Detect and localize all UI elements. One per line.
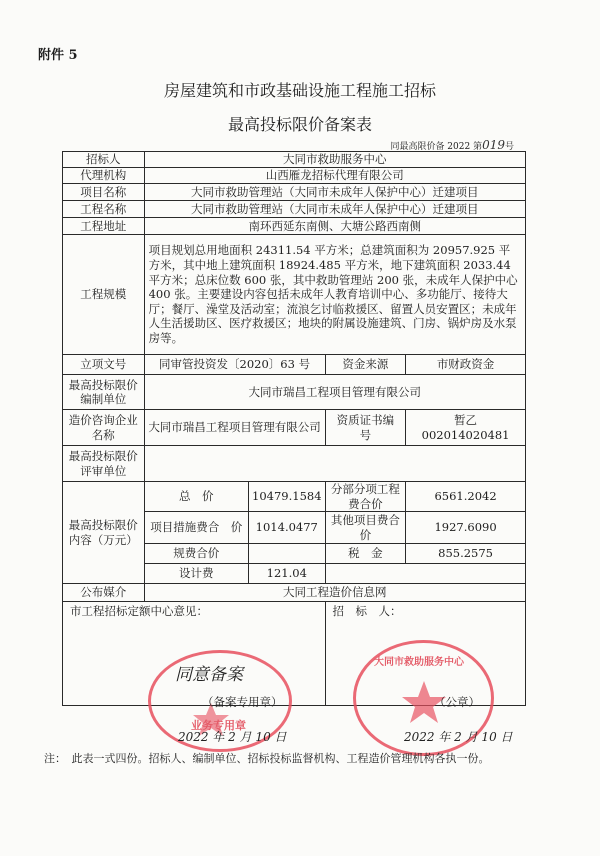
design-fee-label: 设计费 <box>144 564 248 584</box>
approval-value: 同审管投资发〔2020〕63 号 <box>144 355 325 375</box>
official-stamp-text: 大同市救助服务中心 <box>374 657 464 668</box>
record-number-suffix: 号 <box>504 142 514 152</box>
reviewer-value <box>144 446 525 482</box>
approval-label: 立项文号 <box>63 355 145 375</box>
compiler-label: 最高投标限价编制单位 <box>63 375 145 410</box>
works-name-value: 大同市救助管理站（大同市未成年人保护中心）迁建项目 <box>144 201 525 218</box>
official-seal-caption: （公章） <box>434 695 480 709</box>
attachment-label: 附件 5 <box>38 48 78 63</box>
document-title: 房屋建筑和市政基础设施工程施工招标 <box>163 81 436 100</box>
fees-label: 规费合价 <box>144 544 248 564</box>
measures-cost-value: 1014.0477 <box>249 512 326 544</box>
other-cost-label: 其他项目费合价 <box>325 512 406 544</box>
tenderer-value: 大同市救助服务中心 <box>144 152 525 168</box>
footnote: 注： 此表一式四份。招标人、编制单位、招标投标监督机构、工程造价管理机构各执一份。 <box>44 752 490 765</box>
subitem-cost-value: 6561.2042 <box>406 482 526 512</box>
tenderer-label: 招标人 <box>63 152 145 168</box>
filing-seal-caption: （备案专用章） <box>202 695 283 709</box>
record-number-handwritten: 019 <box>482 138 505 152</box>
works-name-label: 工程名称 <box>63 201 145 218</box>
fund-source-value: 市财政资金 <box>406 355 526 375</box>
left-date: 2022 年 2 月 10 日 <box>178 730 287 744</box>
price-content-label: 最高投标限价内容（万元） <box>63 482 145 584</box>
filing-table <box>62 151 526 706</box>
scope-value: 项目规划总用地面积 24311.54 平方米；总建筑面积为 20957.925 平方米，其中地上建筑面积 18924.485 平方米，地下建筑面积 2033.44 平方米；总床位数 600 张，其中救助管理站 200 张，未成年人保护中心 400 张。主要建设内容包括未成年人教育培训中心、多功能厅、接待大厅；餐厅、澡堂及活动室；流浪乞讨临救援区、留置人员安置区；未成年人生活援助区、医疗救援区；地块的附属设施建筑、门房、锅炉房及水泵房等。 <box>144 235 525 355</box>
filing-seal-text: 业务专用章 <box>191 719 246 732</box>
record-number <box>390 138 514 152</box>
tax-value: 855.2575 <box>406 544 526 564</box>
compiler-value: 大同市瑞昌工程项目管理有限公司 <box>144 375 525 410</box>
cert-label: 资质证书编 号 <box>325 410 406 446</box>
media-value: 大同工程造价信息网 <box>144 584 525 602</box>
measures-cost-label: 项目措施费合 价 <box>144 512 248 544</box>
media-label: 公布媒介 <box>63 584 145 602</box>
blank-cell <box>325 564 525 584</box>
consult-value: 大同市瑞昌工程项目管理有限公司 <box>144 410 325 446</box>
consult-label: 造价咨询企业名称 <box>63 410 145 446</box>
tenderer-sign-label: 招 标 人： <box>332 604 402 618</box>
handwritten-opinion: 同意备案 <box>175 665 243 685</box>
total-price-value: 10479.1584 <box>249 482 326 512</box>
reviewer-label: 最高投标限价评审单位 <box>63 446 145 482</box>
scope-label: 工程规模 <box>63 235 145 355</box>
subitem-cost-label: 分部分项工程费合价 <box>325 482 406 512</box>
project-name-label: 项目名称 <box>63 184 145 201</box>
project-name-value: 大同市救助管理站（大同市未成年人保护中心）迁建项目 <box>144 184 525 201</box>
document-subtitle: 最高投标限价备案表 <box>227 115 372 134</box>
total-price-label: 总 价 <box>144 482 248 512</box>
agency-label: 代理机构 <box>63 168 145 184</box>
design-fee-value: 121.04 <box>249 564 326 584</box>
agency-value: 山西雁龙招标代理有限公司 <box>144 168 525 184</box>
fees-value <box>249 544 326 564</box>
address-label: 工程地址 <box>63 218 145 235</box>
opinion-label: 市工程招标定额中心意见： <box>70 604 208 618</box>
cert-value: 暂乙 002014020481 <box>406 410 526 446</box>
fund-source-label: 资金来源 <box>325 355 406 375</box>
address-value: 南环西延东南侧、大塘公路西南侧 <box>144 218 525 235</box>
other-cost-value: 1927.6090 <box>406 512 526 544</box>
right-date: 2022 年 2 月 10 日 <box>404 730 513 744</box>
tax-label: 税 金 <box>325 544 406 564</box>
record-number-prefix: 同最高限价备 2022 第 <box>390 142 483 152</box>
